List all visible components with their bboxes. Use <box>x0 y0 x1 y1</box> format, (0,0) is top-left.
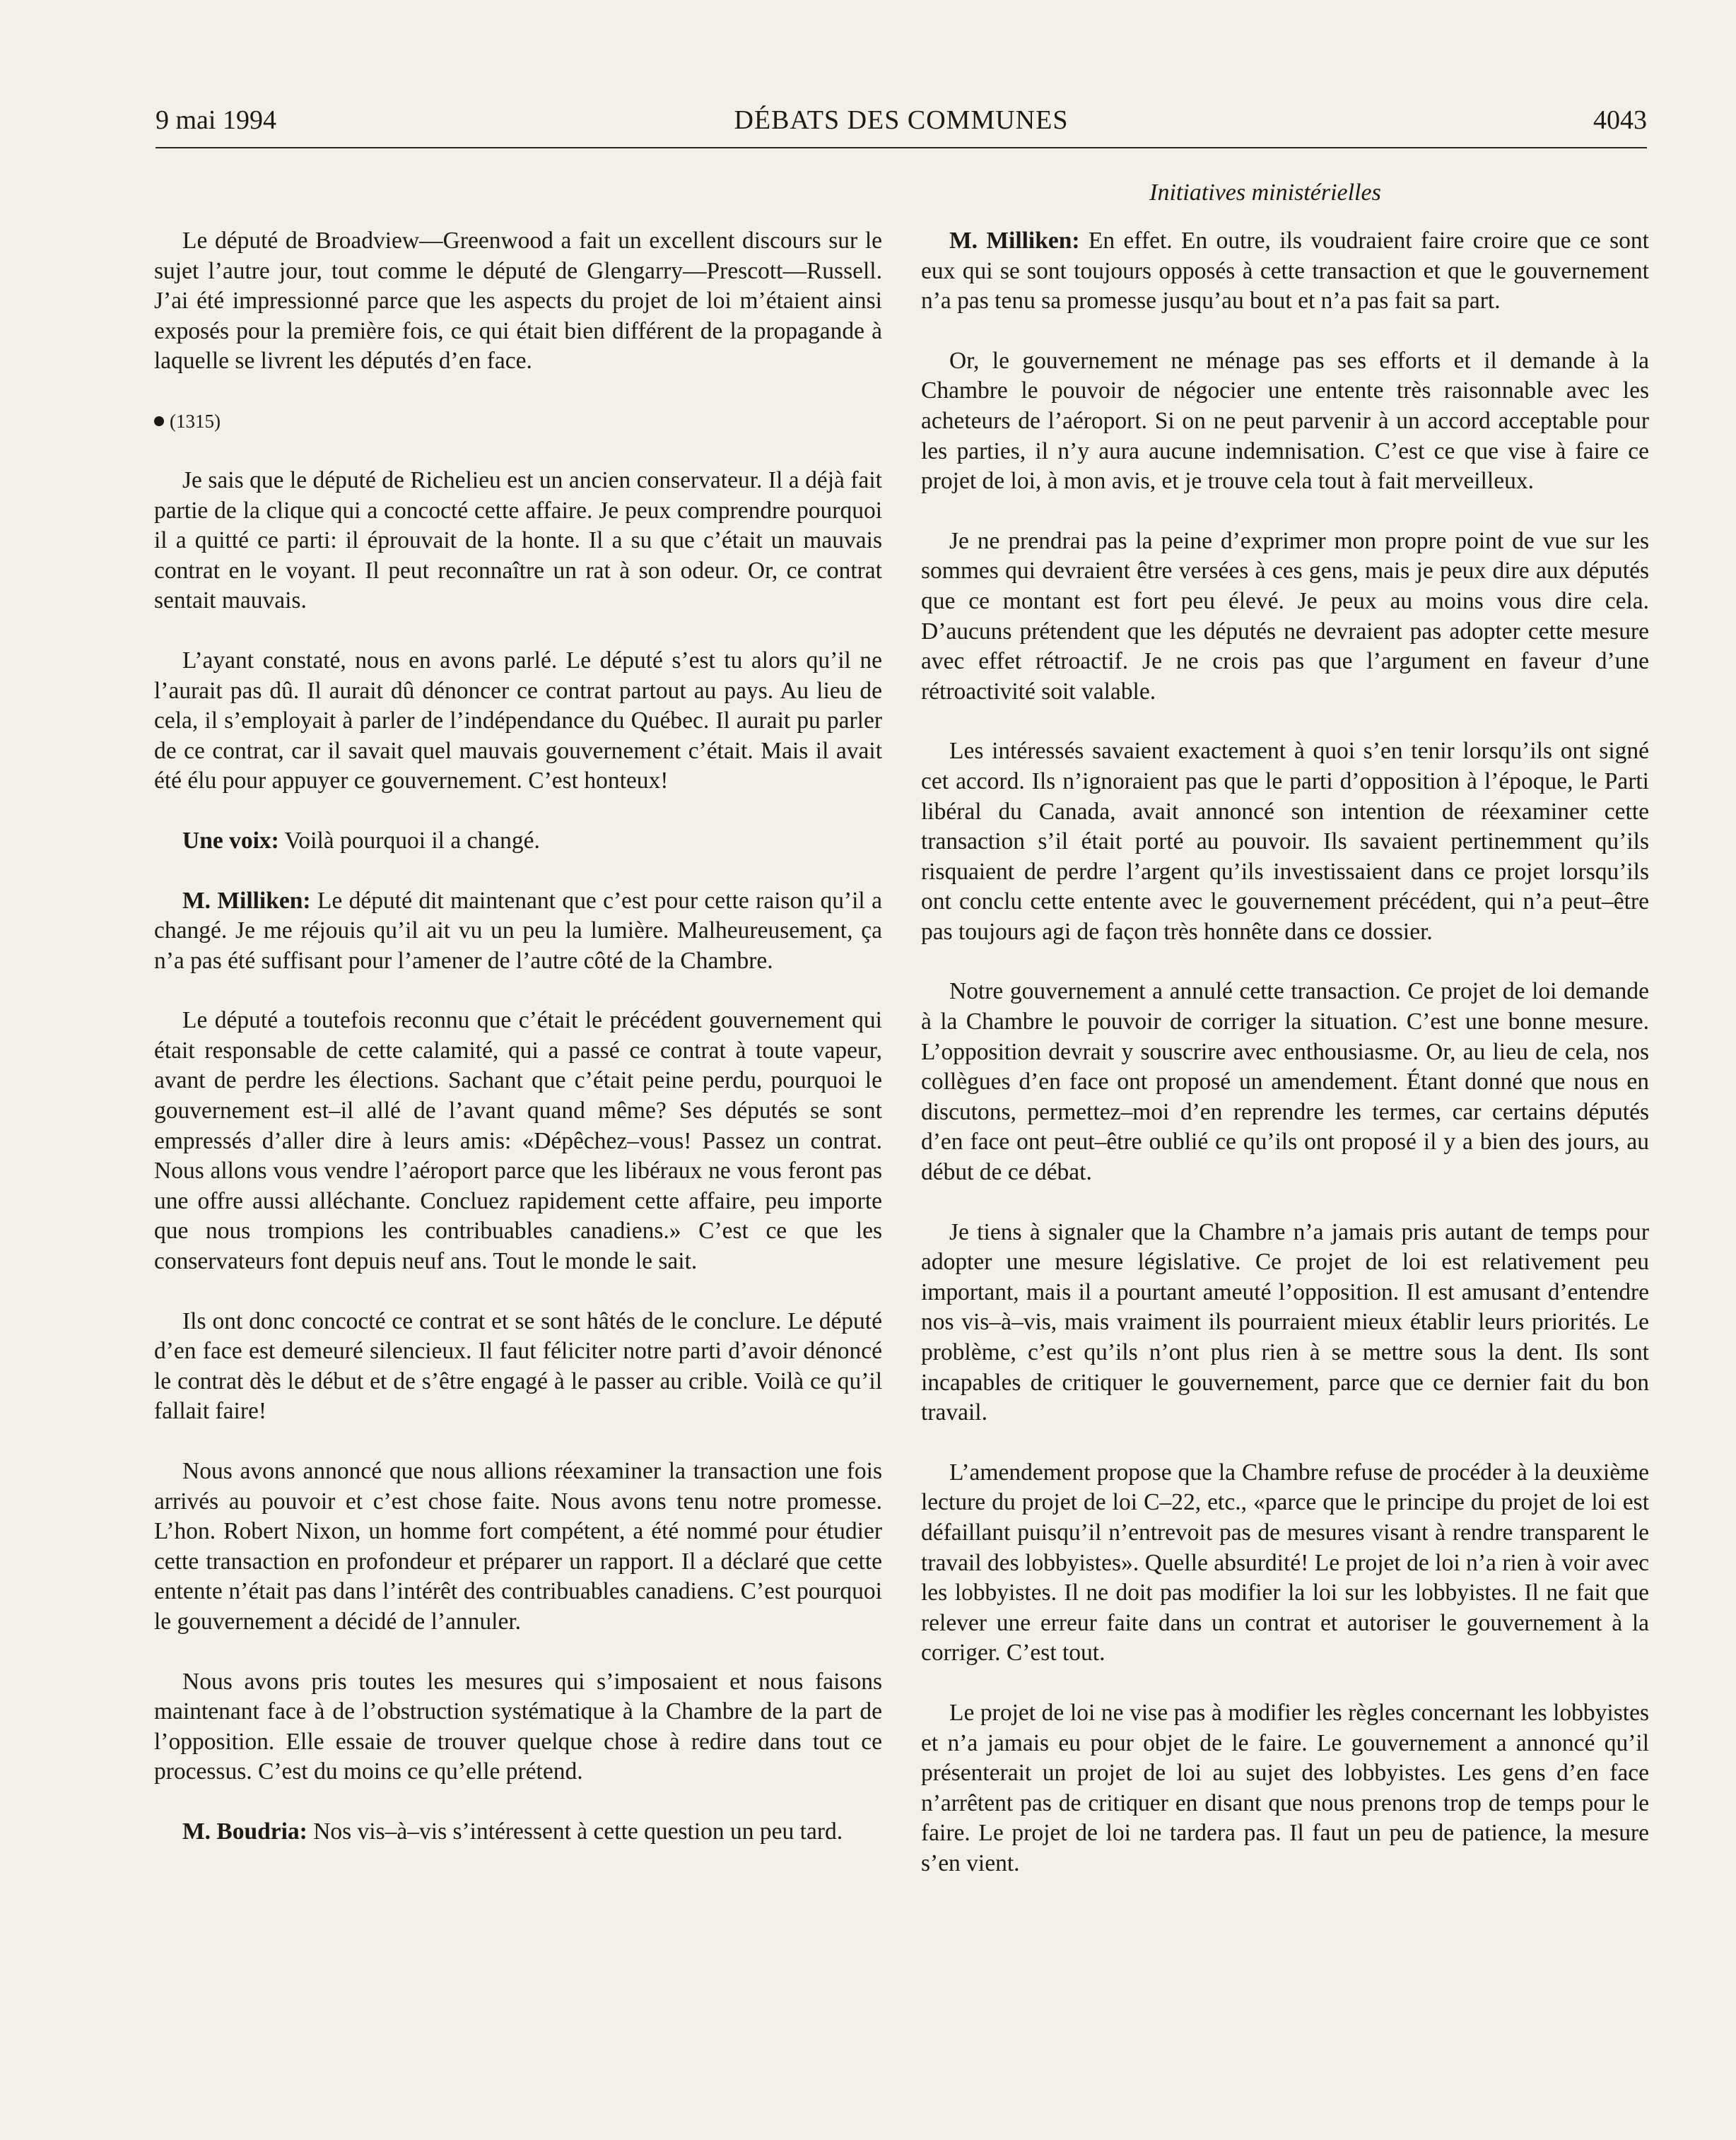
bullet-icon <box>154 416 164 426</box>
paragraph: L’amendement propose que la Chambre refuse de procéder à la deuxième lecture du projet de loi C–22, etc., «parce que le principe du projet de loi est défaillant puisqu’il n’entrevoit pas de mesures visant à rendre transparent le travail des lobbyistes». Quelle absurdité! Le projet de loi n’a rien à voir avec les lobbyistes. Il ne doit pas modifier la loi sur les lobbyistes. Il ne fait que relever une erreur faite dans un contrat et autoriser le gouvernement à la corriger. C’est tout. <box>921 1459 1649 1666</box>
paragraph: Le projet de loi ne vise pas à modifier les règles concernant les lobbyistes et n’a jamais eu pour objet de le faire. Le gouvernement a annoncé qu’il présenterait un projet de loi au sujet des lobbyistes. Les gens d’en face n’arrêtent pas de critiquer en disant que nous prenons trop de temps pour le faire. Le projet de loi ne tardera pas. Il faut un peu de patience, la mesure s’en vient. <box>921 1699 1649 1876</box>
timestamp-text: (1315) <box>170 410 221 432</box>
speech <box>154 886 882 977</box>
page-number: 4043 <box>1593 105 1647 135</box>
speaker-name: M. Boudria: <box>182 1818 307 1845</box>
paragraph: Le député de Broadview—Greenwood a fait un excellent discours sur le sujet l’autre jour, tout comme le député de Glengarry—Prescott—Russell. J’ai été impressionné parce que les aspects du projet de loi m’étaient ainsi exposés pour la première fois, ce qui était bien différent de la propagande à laquelle se livrent les députés d’en face. <box>154 228 882 375</box>
speech-text: Voilà pourquoi il a changé. <box>278 827 540 854</box>
speech-text: Le député dit maintenant que c’est pour cette raison qu’il a changé. Je me réjouis qu’il ait vu un peu la lumière. Malheureusement, ça n’a pas été suffisant pour l’amener de l’autre côté de la Chambre. <box>154 887 882 974</box>
header-rule <box>156 147 1647 148</box>
speech-text: Nos vis–à–vis s’intéressent à cette question un peu tard. <box>307 1818 843 1845</box>
right-column <box>921 226 1649 1909</box>
paragraph: Les intéressés savaient exactement à quoi s’en tenir lorsqu’ils ont signé cet accord. Ils n’ignoraient pas que le parti d’opposition à l’époque, le Parti libéral du Canada, avait annoncé son intention de réexaminer cette transaction s’il était porté au pouvoir. Ils savaient pertinemment qu’ils risquaient de perdre l’argent qu’ils investissaient dans ce projet lorsqu’ils ont conclu cette entente avec le gouvernement précédent, qui n’a peut–être pas toujours agi de façon très honnête dans ce dossier. <box>921 738 1649 945</box>
paragraph: Notre gouvernement a annulé cette transaction. Ce projet de loi demande à la Chambre le pouvoir de corriger la situation. C’est une bonne mesure. L’opposition devrait y souscrire avec enthousiasme. Or, au lieu de cela, nos collègues d’en face ont proposé un amendement. Étant donné que nous en discutons, permettez–moi d’en reprendre les termes, car certains députés d’en face ont peut–être oublié ce qu’ils ont proposé il y a bien des jours, au début de ce débat. <box>921 978 1649 1186</box>
timestamp <box>154 406 882 436</box>
paragraph: Ils ont donc concocté ce contrat et se sont hâtés de le conclure. Le député d’en face est demeuré silencieux. Il faut féliciter notre parti d’avoir dénoncé le contrat dès le début et de s’être engagé à le passer au crible. Voilà ce qu’il fallait faire! <box>154 1307 882 1425</box>
header-title: DÉBATS DES COMMUNES <box>734 105 1069 135</box>
paragraph: Nous avons pris toutes les mesures qui s’imposaient et nous faisons maintenant face à de l’obstruction systématique à la Chambre de la part de l’opposition. Elle essaie de trouver quelque chose à redire dans tout ce processus. C’est du moins ce qu’elle prétend. <box>154 1668 882 1785</box>
speech <box>921 226 1649 317</box>
paragraph: Nous avons annoncé que nous allions réexaminer la transaction une fois arrivés au pouvoir et c’est chose faite. Nous avons tenu notre promesse. L’hon. Robert Nixon, un homme fort compétent, a été nommé pour étudier cette transaction en profondeur et préparer un rapport. Il a déclaré que cette entente n’était pas dans l’intérêt des contribuables canadiens. C’est pourquoi le gouvernement a décidé de l’annuler. <box>154 1458 882 1635</box>
paragraph: Je ne prendrai pas la peine d’exprimer mon propre point de vue sur les sommes qui devraient être versées à ces gens, mais je peux dire aux députés que ce montant est fort peu élevé. Je peux au moins vous dire cela. D’aucuns prétendent que les députés ne devraient pas adopter cette mesure avec effet rétroactif. Je ne crois pas que l’argument en faveur d’une rétroactivité soit valable. <box>921 527 1649 705</box>
paragraph: Je sais que le député de Richelieu est un ancien conservateur. Il a déjà fait partie de la clique qui a concocté cette affaire. Je peux comprendre pourquoi il a quitté ce parti: il éprouvait de la honte. Il a su que c’était un mauvais contrat en le voyant. Il peut reconnaître un rat à son odeur. Or, ce contrat sentait mauvais. <box>154 466 882 614</box>
paragraph: Le député a toutefois reconnu que c’était le précédent gouvernement qui était responsable de cette calamité, qui a passé ce contrat à toute vapeur, avant de perdre les élections. Sachant que c’était peine perdu, pourquoi le gouvernement est–il allé de l’avant quand même? Ses députés se sont empressés d’aller dire à leurs amis: «Dépêchez–vous! Passez un contrat. Nous allons vous vendre l’aéroport parce que les libéraux ne vous feront pas une offre aussi alléchante. Concluez rapidement cette affaire, peu importe que nous trompions les contribuables canadiens.» C’est ce que les conservateurs font depuis neuf ans. Tout le monde le sait. <box>154 1007 882 1275</box>
speech-text: En effet. En outre, ils voudraient faire croire que ce sont eux qui se sont toujours opposés à cette transaction et que le gouvernement n’a pas tenu sa promesse jusqu’au bout et n’a pas fait sa part. <box>921 228 1649 314</box>
paragraph: Je tiens à signaler que la Chambre n’a jamais pris autant de temps pour adopter une mesure législative. Ce projet de loi est relativement peu important, mais il a pourtant ameuté l’opposition. Il est amusant d’entendre nos vis–à–vis, mais vraiment ils pourraient mieux établir leurs priorités. Le problème, c’est qu’ils n’ont plus rien à se mettre sous la dent. Ils sont incapables de critiquer le gouvernement, parce que ce dernier fait du bon travail. <box>921 1218 1649 1426</box>
paragraph: Or, le gouvernement ne ménage pas ses efforts et il demande à la Chambre le pouvoir de négocier une entente très raisonnable avec les acheteurs de l’aéroport. Si on ne peut parvenir à un accord acceptable pour les parties, il n’y aura aucune indemnisation. C’est ce que vise à faire ce projet de loi, à mon avis, et je trouve cela tout à fait merveilleux. <box>921 347 1649 495</box>
paragraph: L’ayant constaté, nous en avons parlé. Le député s’est tu alors qu’il ne l’aurait pas dû. Il aurait dû dénoncer ce contrat partout au pays. Au lieu de cela, il s’employait à parler de l’indépendance du Québec. Il aurait pu parler de ce contrat, car il savait quel mauvais gouvernement c’était. Mais il avait été élu pour appuyer ce gouvernement. C’est honteux! <box>154 647 882 794</box>
speech <box>154 1817 882 1847</box>
speaker-name: M. Milliken: <box>182 887 311 914</box>
speaker-name: M. Milliken: <box>949 228 1080 254</box>
speech <box>154 826 882 857</box>
header-date: 9 mai 1994 <box>156 105 276 135</box>
left-column <box>154 226 882 1877</box>
speaker-name: Une voix: <box>182 827 279 854</box>
section-title: Initiatives ministérielles <box>1149 180 1381 206</box>
